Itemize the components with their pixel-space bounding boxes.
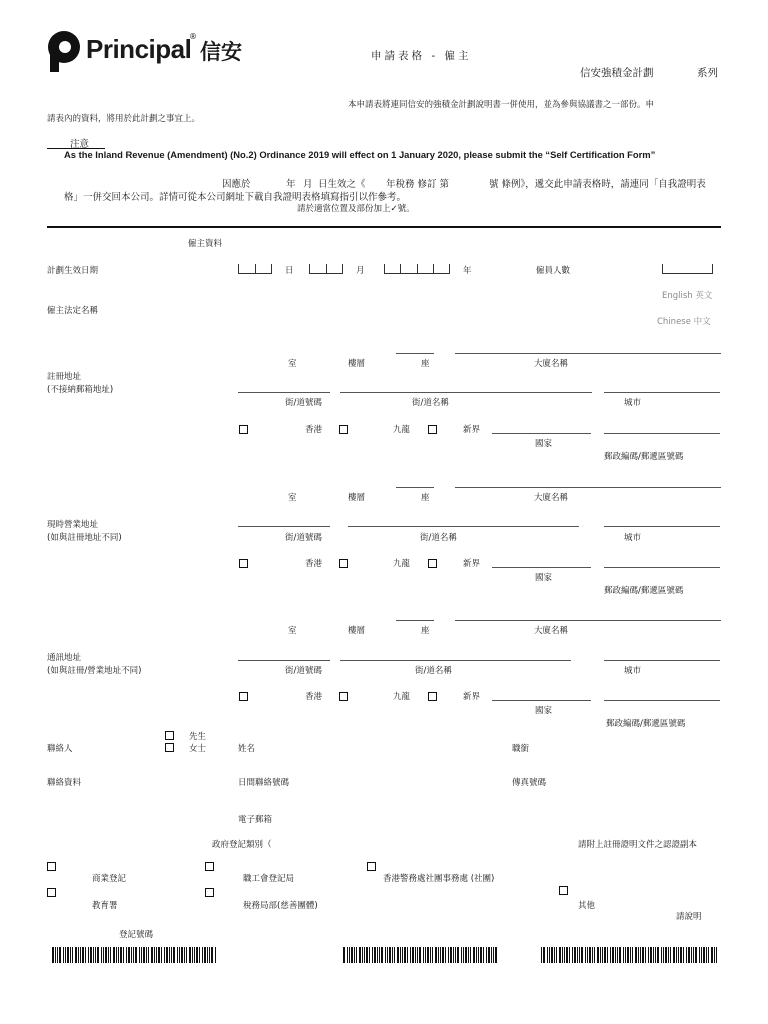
brand-name: Principal xyxy=(86,34,192,64)
street-no-label-3: 街/道號碼 xyxy=(285,666,322,676)
street-name-label-3: 街/道名稱 xyxy=(415,666,452,676)
notice-cn-line-2: 格」一併交回本公司。詳情可從本公司網址下載自我證明表格填寫指引以作參考。 xyxy=(64,192,407,203)
postcode-label-2: 郵政編碼/郵遞區號碼 xyxy=(604,586,684,596)
building-field-1[interactable] xyxy=(455,353,721,354)
city-label-1: 城市 xyxy=(624,398,642,408)
city-label-2: 城市 xyxy=(624,533,642,543)
contact-name-label: 姓名 xyxy=(238,744,256,754)
street-name-label-1: 街/道名稱 xyxy=(412,398,449,408)
notice-cn-c: 月 xyxy=(303,179,313,190)
building-field-2[interactable] xyxy=(455,487,721,488)
street-no-label-2: 街/道號碼 xyxy=(285,533,322,543)
block-field-3[interactable] xyxy=(396,620,434,621)
contact-person-label: 聯絡人 xyxy=(47,744,73,754)
day-digits-field[interactable] xyxy=(238,264,272,274)
year-digits-field[interactable] xyxy=(384,264,450,274)
hk-checkbox-3[interactable] xyxy=(239,692,248,701)
trade-union-checkbox[interactable] xyxy=(205,862,214,871)
country-label-2: 國家 xyxy=(535,573,553,583)
city-field-1[interactable] xyxy=(604,392,720,393)
postcode-label-3: 郵政編碼/郵遞區號碼 xyxy=(606,719,686,729)
street-no-label-1: 街/道號碼 xyxy=(285,398,322,408)
floor-label-3: 樓層 xyxy=(348,626,366,636)
intro-line-2: 請表內的資料，將用於此計劃之事宜上。 xyxy=(47,114,201,124)
nt-label-3: 新界 xyxy=(463,692,481,702)
ms-label: 女士 xyxy=(189,744,207,754)
hk-label-1: 香港 xyxy=(305,425,323,435)
employee-count-label: 僱員人數 xyxy=(536,266,571,276)
scheme-series: 系列 xyxy=(697,67,718,79)
street-name-field-1[interactable] xyxy=(340,392,592,393)
societies-label: 香港警務處社團事務處 (社團) xyxy=(383,874,495,884)
brand-chinese-name: 信安 xyxy=(200,40,242,64)
ird-charity-checkbox[interactable] xyxy=(205,888,214,897)
notice-label: 注意 xyxy=(70,139,90,150)
email-label: 電子郵箱 xyxy=(238,815,273,825)
notice-cn-b: 年 xyxy=(286,179,296,190)
gov-registration-label: 政府登記類別（ xyxy=(212,840,272,850)
street-name-label-2: 街/道名稱 xyxy=(420,533,457,543)
effective-date-label: 計劃生效日期 xyxy=(47,266,99,276)
nt-label-1: 新界 xyxy=(463,425,481,435)
notice-cn-line-3: 請於適當位置及部份加上✓號。 xyxy=(297,204,415,214)
street-name-field-3[interactable] xyxy=(340,660,571,661)
room-label-3: 室 xyxy=(288,626,297,636)
city-field-2[interactable] xyxy=(604,526,720,527)
mr-label: 先生 xyxy=(189,732,207,742)
other-label: 其他 xyxy=(578,901,596,911)
nt-checkbox-1[interactable] xyxy=(428,425,437,434)
barcode-2 xyxy=(343,947,499,963)
correspondence-address-note: (如與註冊/營業地址不同) xyxy=(47,666,142,676)
business-address-note: (如與註冊地址不同) xyxy=(47,533,122,543)
block-field-2[interactable] xyxy=(396,487,434,488)
correspondence-address-label: 通訊地址 xyxy=(47,653,82,663)
block-label-3: 座 xyxy=(421,626,430,636)
registration-number-label: 登記號碼 xyxy=(119,930,154,940)
business-registration-label: 商業登記 xyxy=(92,874,127,884)
nt-checkbox-3[interactable] xyxy=(428,692,437,701)
employer-section-title: 僱主資料 xyxy=(188,239,223,249)
nt-checkbox-2[interactable] xyxy=(428,559,437,568)
building-label-1: 大廈名稱 xyxy=(534,359,569,369)
form-title: 申請表格 - 僱主 xyxy=(371,50,472,62)
barcode-3 xyxy=(541,947,718,963)
kowloon-checkbox-2[interactable] xyxy=(339,559,348,568)
principal-logo xyxy=(44,30,84,76)
business-registration-checkbox[interactable] xyxy=(47,862,56,871)
street-name-field-2[interactable] xyxy=(348,526,579,527)
hk-checkbox-2[interactable] xyxy=(239,559,248,568)
city-label-3: 城市 xyxy=(624,666,642,676)
attach-certified-copy-note: 請附上註冊證明文件之認證副本 xyxy=(578,840,698,850)
ms-checkbox[interactable] xyxy=(165,743,174,752)
block-label-1: 座 xyxy=(421,359,430,369)
registered-address-label: 註冊地址 xyxy=(47,372,82,382)
year-label: 年 xyxy=(463,266,472,276)
registered-address-note: (不接納郵箱地址) xyxy=(47,385,114,395)
other-checkbox[interactable] xyxy=(559,886,568,895)
education-checkbox[interactable] xyxy=(47,888,56,897)
country-field-2[interactable] xyxy=(492,567,591,568)
scheme-name: 信安強積金計劃 xyxy=(580,67,654,79)
country-label-1: 國家 xyxy=(535,439,553,449)
kowloon-checkbox-3[interactable] xyxy=(339,692,348,701)
kowloon-label-3: 九龍 xyxy=(393,692,411,702)
kowloon-checkbox-1[interactable] xyxy=(339,425,348,434)
postcode-label-1: 郵政編碼/郵遞區號碼 xyxy=(604,452,684,462)
barcode-1 xyxy=(52,947,216,963)
societies-checkbox[interactable] xyxy=(367,862,376,871)
notice-cn-e: 年稅務 修訂 第 xyxy=(386,179,450,190)
legal-name-label: 僱主法定名稱 xyxy=(47,306,99,316)
contact-title-label: 職銜 xyxy=(512,744,530,754)
kowloon-label-2: 九龍 xyxy=(393,559,411,569)
chinese-name-label: Chinese 中文 xyxy=(657,317,711,327)
country-label-3: 國家 xyxy=(535,706,553,716)
city-field-3[interactable] xyxy=(604,660,720,661)
trade-union-label: 職工會登記局 xyxy=(243,874,295,884)
day-label: 日 xyxy=(285,266,294,276)
fax-label: 傳真號碼 xyxy=(512,778,547,788)
block-field-1[interactable] xyxy=(396,353,434,354)
building-label-3: 大廈名稱 xyxy=(534,626,569,636)
intro-line-1: 本申請表將連同信安的強積金計劃說明書一併使用，並為參與協議書之一部份。申 xyxy=(348,100,655,110)
nt-label-2: 新界 xyxy=(463,559,481,569)
kowloon-label-1: 九龍 xyxy=(393,425,411,435)
registered-mark: ® xyxy=(189,32,197,41)
street-no-field-1[interactable] xyxy=(238,392,330,393)
hk-checkbox-1[interactable] xyxy=(239,425,248,434)
notice-cn-f: 號 條例》，遞交此申請表格時，請連同「自我證明表 xyxy=(489,179,706,190)
building-label-2: 大廈名稱 xyxy=(534,493,569,503)
business-address-label: 現時營業地址 xyxy=(47,520,99,530)
education-label: 教育署 xyxy=(92,901,118,911)
notice-cn-d: 日生效之《 xyxy=(318,179,366,190)
month-digits-field[interactable] xyxy=(309,264,343,274)
hk-label-2: 香港 xyxy=(305,559,323,569)
please-specify-label: 請說明 xyxy=(676,912,702,922)
floor-label-2: 樓層 xyxy=(348,493,366,503)
building-field-3[interactable] xyxy=(455,620,721,621)
english-name-label: English 英文 xyxy=(662,291,713,301)
notice-english: As the Inland Revenue (Amendment) (No.2) Ordinance 2019 will effect on 1 January 2020, please submit the “Self Certification Form” xyxy=(64,149,656,160)
employee-count-field[interactable] xyxy=(662,264,713,274)
principal-logo-mark-icon xyxy=(44,30,84,72)
postcode-field-3[interactable] xyxy=(604,700,720,701)
country-field-3[interactable] xyxy=(492,700,591,701)
room-label-1: 室 xyxy=(288,359,297,369)
contact-info-label: 聯絡資料 xyxy=(47,778,82,788)
floor-label-1: 樓層 xyxy=(348,359,366,369)
block-label-2: 座 xyxy=(421,493,430,503)
ird-charity-label: 稅務局部(慈善團體) xyxy=(243,901,318,911)
mr-checkbox[interactable] xyxy=(165,731,174,740)
hk-label-3: 香港 xyxy=(305,692,323,702)
notice-cn-a: 因應於 xyxy=(222,179,251,190)
street-no-field-2[interactable] xyxy=(238,526,330,527)
postcode-field-2[interactable] xyxy=(604,567,720,568)
postcode-field-1[interactable] xyxy=(604,433,720,434)
section-divider xyxy=(47,226,721,228)
month-label: 月 xyxy=(356,266,365,276)
room-label-2: 室 xyxy=(288,493,297,503)
street-no-field-3[interactable] xyxy=(238,660,330,661)
day-phone-label: 日間聯絡號碼 xyxy=(238,778,290,788)
country-field-1[interactable] xyxy=(492,433,591,434)
